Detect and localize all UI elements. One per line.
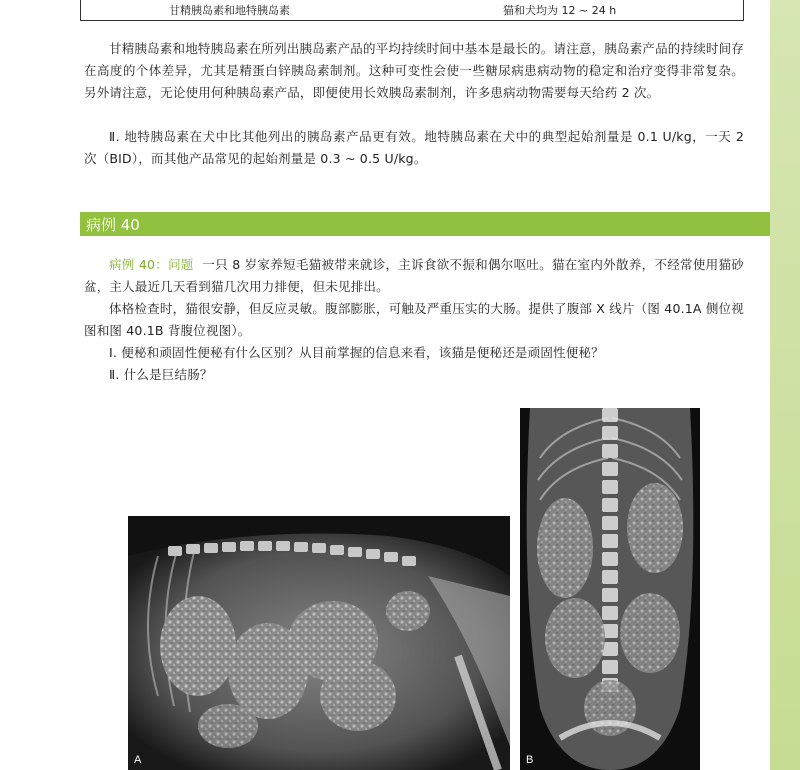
- case-question-heading: 病例 40：问题: [109, 257, 194, 272]
- case-section-title: 病例 40: [86, 216, 140, 234]
- figure-label-b: B: [526, 754, 534, 766]
- paragraph-detemir: Ⅱ. 地特胰岛素在犬中比其他列出的胰岛素产品更有效。地特胰岛素在犬中的典型起始剂量是 0.1 U/kg，一天 2 次（BID），而其他产品常见的起始剂量是 0.3 ~ 0.5 U/kg。: [84, 129, 744, 166]
- page-edge-bar: [770, 0, 800, 770]
- table-cell-duration: 猫和犬均为 12 ~ 24 h: [503, 4, 617, 17]
- radiograph-ventrodorsal: [520, 408, 700, 770]
- case-question-2: Ⅱ. 什么是巨结肠？: [109, 367, 213, 382]
- case-exam-paragraph: 体格检查时，猫很安静，但反应灵敏。腹部膨胀，可触及严重压实的大肠。提供了腹部 X 线片（图 40.1A 侧位视图和图 40.1B 背腹位视图）。: [84, 301, 744, 338]
- table-cell-insulin: 甘精胰岛素和地特胰岛素: [169, 4, 290, 17]
- table-fragment: [80, 0, 744, 21]
- radiograph-lateral: [128, 516, 510, 770]
- case-intro-text: 一只 8 岁家养短毛猫被带来就诊，主诉食欲不振和偶尔呕吐。猫在室内外散养，不经常使用猫砂盆，主人最近几天看到猫几次用力排便，但未见排出。: [84, 257, 744, 294]
- case-intro-paragraph: [84, 254, 744, 298]
- paragraph-insulin-duration: 甘精胰岛素和地特胰岛素在所列出胰岛素产品的平均持续时间中基本是最长的。请注意，胰岛素产品的持续时间存在高度的个体差异，尤其是精蛋白锌胰岛素制剂。这种可变性会使一些糖尿病患病动物的稳定和治疗变得非常复杂。另外请注意，无论使用何种胰岛素产品，即便使用长效胰岛素制剂，许多患病动物需要每天给药 2 次。: [84, 41, 745, 100]
- case-question-1: Ⅰ. 便秘和顽固性便秘有什么区别？从目前掌握的信息来看，该猫是便秘还是顽固性便秘？: [109, 345, 604, 360]
- figure-label-a: A: [134, 754, 142, 766]
- case-section-band: [80, 212, 770, 236]
